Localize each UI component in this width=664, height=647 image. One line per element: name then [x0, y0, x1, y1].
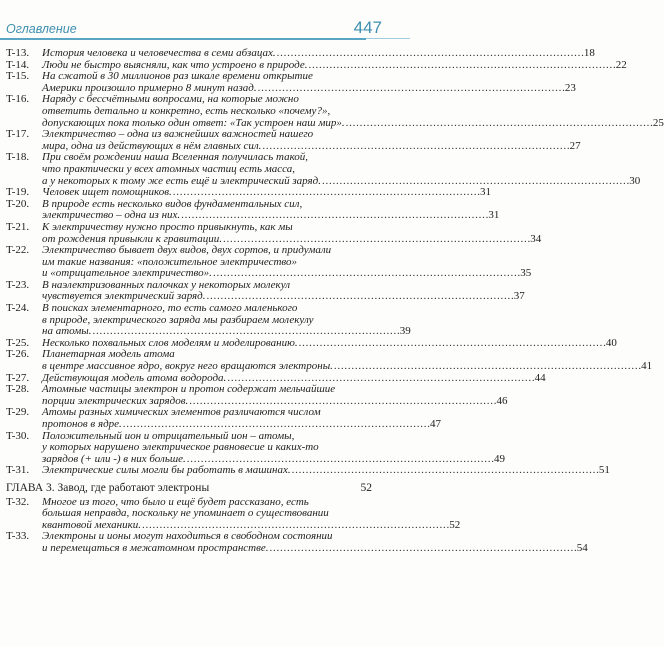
entry-number: T-14.	[6, 58, 30, 71]
entry-line: большая неправда, поскольку не упоминает о существовании	[42, 507, 329, 520]
dot-leader	[308, 60, 614, 72]
header-rule	[0, 38, 366, 40]
entry-line: Многое из того, что было и ещё будет рассказано, есть	[42, 495, 309, 508]
entry-number: T-21.	[6, 220, 30, 233]
entry-number: T-29.	[6, 406, 30, 419]
entry-text: и перемещаться в межатомном пространстве.	[42, 541, 269, 554]
entry-text: от рождения привыкли к гравитации.	[42, 232, 222, 245]
entry-text: электричество – одна из них.	[42, 209, 181, 222]
entry-text: Электрические силы могли бы работать в машинах.	[42, 464, 291, 477]
entry-line: Положительный ион и отрицательный ион – атомы,	[42, 429, 295, 442]
entry-text: на атомы.	[42, 325, 92, 338]
entry-number: T-23.	[6, 278, 30, 291]
entry-line: При своём рождении наша Вселенная получилась такой,	[42, 151, 309, 164]
dot-leader	[262, 141, 568, 153]
toc-entry[interactable]	[6, 220, 542, 245]
entry-text: протонов в ядре.	[42, 418, 122, 430]
entry-body	[42, 384, 507, 407]
toc-entry[interactable]	[6, 429, 506, 466]
entry-page: 22	[615, 58, 627, 71]
entry-number: T-19.	[6, 186, 30, 199]
entry-body	[42, 465, 610, 477]
toc-entry[interactable]	[6, 278, 525, 303]
entry-line: Атомы разных химических элементов различаются числом	[42, 406, 321, 419]
entry-body	[42, 222, 541, 245]
chapter-heading[interactable]	[6, 483, 372, 495]
entry-page: 51	[598, 464, 610, 477]
entry-last-line	[42, 419, 441, 431]
toc-entry[interactable]	[6, 93, 664, 129]
entry-page: 39	[399, 325, 411, 338]
toc-entry[interactable]	[6, 348, 653, 373]
page-header	[0, 0, 410, 42]
entry-text: допускающих пока только один ответ: «Так устроен наш мир».	[42, 116, 345, 129]
entry-body	[42, 187, 491, 199]
toc-entry[interactable]	[6, 383, 508, 407]
entry-text: Несколько похвальных слов моделям и моделированию.	[42, 336, 298, 349]
entry-number: T-13.	[6, 47, 30, 59]
entry-page: 41	[641, 360, 653, 373]
entry-text: Америки произошло примерно 8 минут назад.	[42, 81, 257, 94]
entry-number: T-28.	[6, 383, 30, 396]
entry-number: T-31.	[6, 464, 30, 477]
toc-entry[interactable]	[6, 406, 442, 430]
toc-entry[interactable]	[6, 151, 641, 187]
entry-text: порции электрических зарядов.	[42, 394, 189, 407]
entry-line: в природе, электрического заряда мы разбираем молекулу	[42, 313, 314, 326]
entry-line: Электричество бывает двух видов, двух сортов, и придумали	[42, 244, 332, 257]
entry-body	[42, 48, 595, 60]
entry-number: T-16.	[6, 93, 30, 106]
entry-line: Наряду с бессчётными вопросами, на которые можно	[42, 93, 299, 106]
entry-body	[42, 199, 499, 222]
entry-number: T-18.	[6, 151, 30, 164]
entry-page: 23	[564, 81, 576, 94]
entry-page: 18	[583, 47, 595, 59]
chapter-page: 52	[360, 481, 372, 494]
entry-page: 30	[629, 174, 641, 187]
toc-entry[interactable]	[6, 47, 595, 60]
entry-page: 27	[569, 139, 581, 152]
entry-last-line	[42, 543, 588, 555]
entry-text: квантовой механики.	[42, 518, 141, 531]
entry-line: Электричество – одна из важнейших важностей нашего	[42, 128, 314, 141]
entry-line: К электричеству нужно просто привыкнуть, как мы	[42, 220, 293, 233]
entry-number: T-22.	[6, 244, 30, 257]
entry-body	[42, 129, 581, 152]
toc-entry[interactable]	[6, 495, 461, 532]
entry-number: T-25.	[6, 336, 30, 349]
entry-line: Планетарная модель атома	[42, 348, 175, 361]
dot-leader	[123, 419, 429, 431]
entry-line: что практически у всех атомных частиц есть масса,	[42, 162, 295, 175]
dot-leader	[292, 465, 598, 477]
entry-body	[42, 349, 652, 372]
entry-text: и «отрицательное электричество».	[42, 267, 212, 280]
toc-entry[interactable]	[6, 302, 411, 338]
entry-page: 44	[534, 371, 546, 384]
entry-page: 54	[576, 541, 588, 554]
toc-entry[interactable]	[6, 530, 588, 554]
dot-leader	[299, 338, 605, 350]
entry-line: им такие названия: «положительное электричество»	[42, 255, 298, 268]
entry-number: T-15.	[6, 70, 30, 83]
entry-last-line	[42, 361, 652, 373]
entry-text: Действующая модель атома водорода.	[42, 371, 227, 384]
entry-line: ответить детально и конкретно, есть несколько «почему?»,	[42, 104, 331, 117]
entry-text: зарядов (+ или -) в них больше.	[42, 452, 186, 465]
entry-number: T-27.	[6, 371, 30, 384]
entry-body	[42, 152, 640, 187]
dot-leader	[277, 48, 583, 60]
entry-text: Люди не быстро выясняли, как что устроено в природе.	[42, 58, 308, 71]
header-rule-end	[366, 38, 410, 39]
table-of-contents	[6, 47, 664, 555]
entry-number: T-33.	[6, 530, 30, 543]
toc-entry[interactable]	[6, 70, 576, 94]
entry-body	[42, 245, 531, 280]
toc-entry[interactable]	[6, 186, 492, 199]
page-number: 447	[353, 18, 382, 37]
entry-line: В поисках элементарного, то есть самого маленького	[42, 302, 298, 315]
entry-page: 31	[488, 209, 500, 222]
entry-line: у которых нарушено электрическое равновесие и каких-то	[42, 441, 319, 454]
entry-page: 35	[520, 267, 532, 280]
dot-leader	[270, 543, 576, 555]
dot-leader	[346, 118, 652, 130]
toc-entry[interactable]	[6, 128, 581, 152]
entry-page: 40	[605, 336, 617, 349]
dot-leader	[258, 83, 564, 95]
entry-page: 34	[530, 232, 542, 245]
entry-line: Электроны и ионы могут находиться в свободном состоянии	[42, 530, 333, 543]
entry-body	[42, 497, 460, 532]
entry-text: в центре массивное ядро, вокруг него вращаются электроны.	[42, 360, 333, 373]
entry-page: 47	[430, 418, 442, 430]
entry-line: В наэлектризованных палочках у некоторых молекул	[42, 278, 291, 291]
entry-page: 37	[513, 290, 525, 303]
dot-leader	[173, 187, 479, 199]
entry-number: T-30.	[6, 429, 30, 442]
entry-text: а у некоторых к тому же есть ещё и электрический заряд.	[42, 174, 321, 187]
entry-line: Атомные частицы электрон и протон содержат мельчайшие	[42, 383, 336, 396]
entry-number: T-17.	[6, 128, 30, 141]
entry-page: 25	[652, 116, 664, 129]
entry-page: 52	[449, 518, 461, 531]
entry-number: T-24.	[6, 302, 30, 315]
entry-text: История человека и человечества в семи абзацах.	[42, 47, 276, 59]
entry-body	[42, 71, 576, 94]
entry-number: T-32.	[6, 495, 30, 508]
entry-body	[42, 407, 441, 430]
entry-line: В природе есть несколько видов фундаментальных сил,	[42, 197, 303, 210]
dot-leader	[334, 361, 640, 373]
entry-body	[42, 531, 588, 554]
toc-entry[interactable]	[6, 244, 532, 280]
entry-text: Человек ищет помощников.	[42, 186, 172, 199]
entry-body	[42, 303, 411, 338]
entry-text: мира, одна из действующих в нём главных сил.	[42, 139, 262, 152]
entry-number: T-20.	[6, 197, 30, 210]
toc-entry[interactable]	[6, 197, 500, 222]
entry-body	[42, 280, 525, 303]
entry-body	[42, 431, 505, 466]
entry-last-line	[42, 465, 610, 477]
section-title: Оглавление	[6, 22, 77, 36]
entry-page: 46	[496, 394, 508, 407]
entry-page: 31	[480, 186, 492, 199]
entry-number: T-26.	[6, 348, 30, 361]
entry-line: На сжатой в 30 миллионов раз шкале времени открытие	[42, 70, 313, 83]
entry-body	[42, 94, 664, 129]
chapter-title: ГЛАВА 3. Завод, где работают электроны	[6, 481, 210, 494]
entry-last-line	[42, 187, 491, 199]
entry-last-line	[42, 48, 595, 60]
entry-text: чувствуется электрический заряд.	[42, 290, 206, 303]
toc-entry[interactable]	[6, 464, 610, 477]
entry-page: 49	[494, 452, 506, 465]
